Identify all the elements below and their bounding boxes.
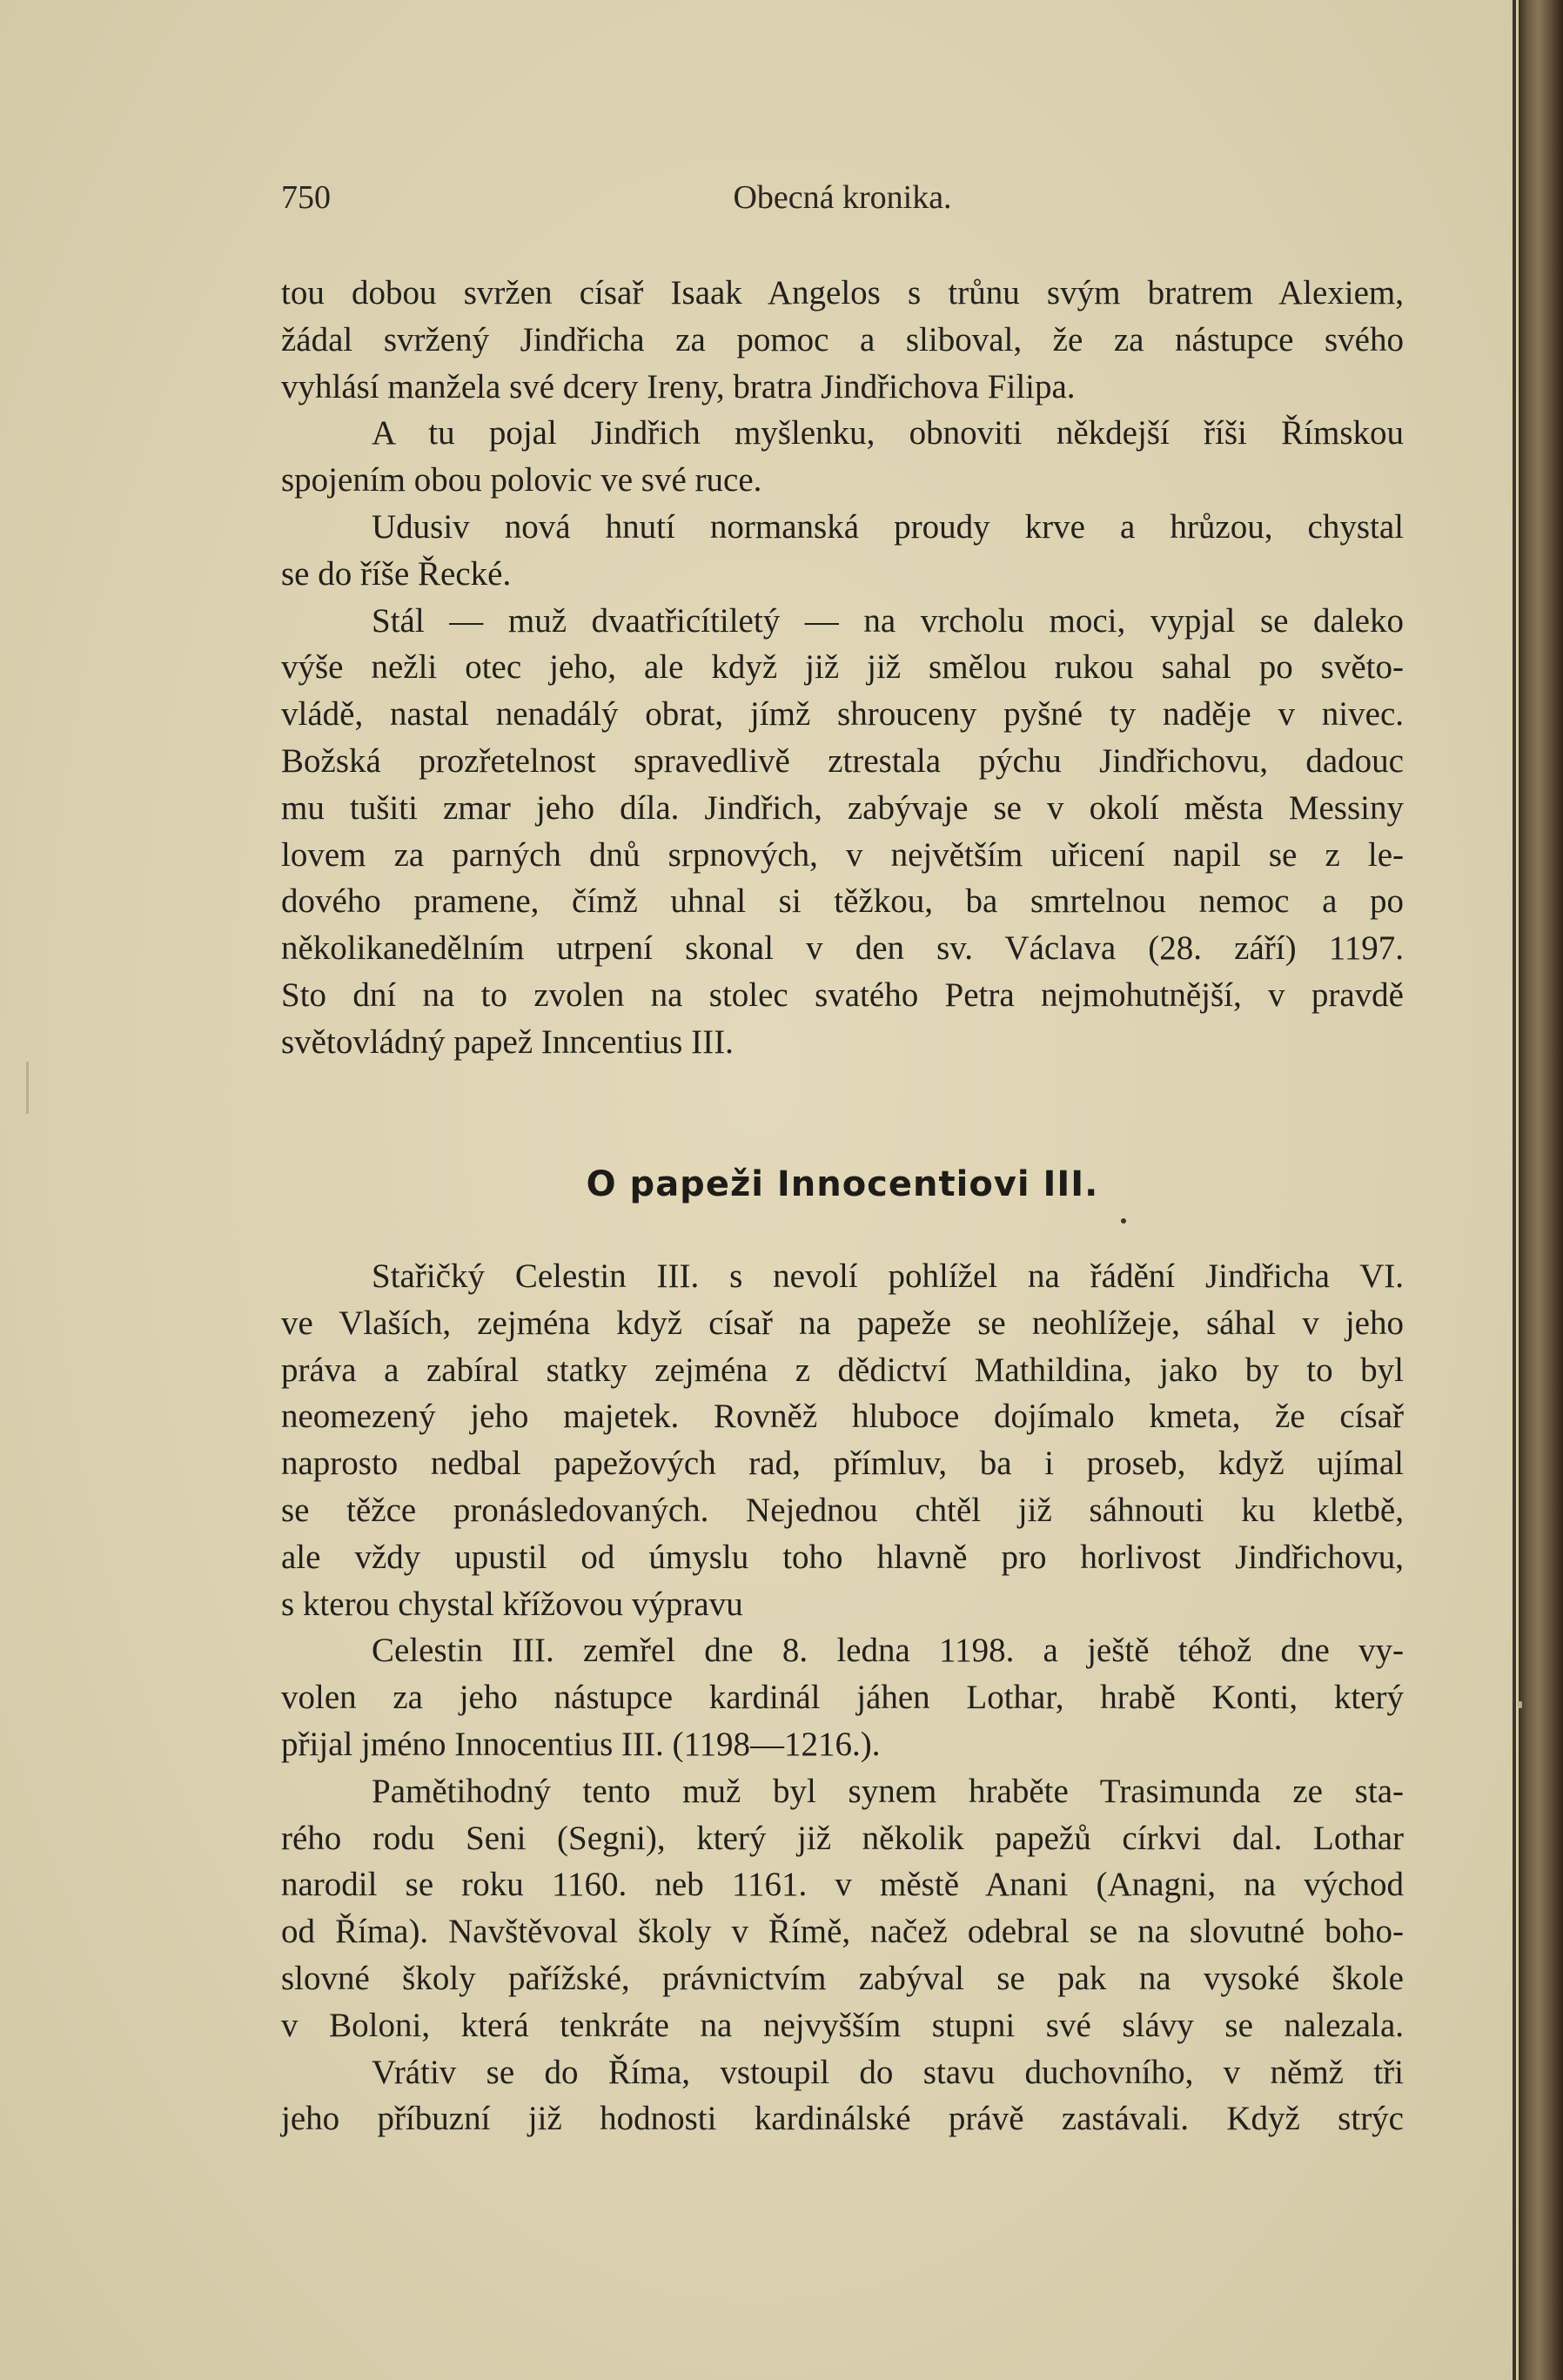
text-line: dového pramene, čímž uhnal si těžkou, ba smrtelnou nemoc a po <box>281 882 1404 921</box>
running-head <box>281 178 1404 222</box>
text-line: přijal jméno Innocentius III. (1198—1216.). <box>281 1725 881 1763</box>
text-line: Celestin III. zemřel dne 8. ledna 1198. a ještě téhož dne vy- <box>372 1632 1404 1670</box>
text-line: práva a zabíral statky zejména z dědictví Mathildina, jako by to byl <box>281 1351 1404 1389</box>
text-line: Udusiv nová hnutí normanská proudy krve a hrůzou, chystal <box>372 507 1404 546</box>
text-line: naprosto nedbal papežových rad, přímluv, ba i proseb, když ujímal <box>281 1445 1404 1483</box>
text-line: v Boloni, která tenkráte na nejvyšším stupni své slávy se nalezala. <box>281 2006 1404 2044</box>
text-line: slovné školy pařížské, právnictvím zabýval se pak na vysoké škole <box>281 1959 1404 1997</box>
text-line: jeho příbuzní již hodnosti kardinálské právě zastávali. Když strýc <box>281 2100 1404 2138</box>
page-speck <box>1518 1701 1522 1708</box>
page-edge-shadow <box>1513 0 1516 2380</box>
text-line: Vrátiv se do Říma, vstoupil do stavu duchovního, v němž tři <box>372 2053 1404 2091</box>
book-spine-edge <box>1519 0 1563 2380</box>
text-line: Pamětihodný tento muž byl synem hraběte Trasimunda ze sta- <box>372 1772 1404 1810</box>
body-text-section-1 <box>281 270 1404 1066</box>
text-line: lovem za parných dnů srpnových, v největším uřicení napil se z le- <box>281 835 1404 874</box>
text-line: narodil se roku 1160. neb 1161. v městě Anani (Anagni, na východ <box>281 1866 1404 1904</box>
text-line: tou dobou svržen císař Isaak Angelos s trůnu svým bratrem Alexiem, <box>281 274 1404 312</box>
text-line: Božská prozřetelnost spravedlivě ztrestala pýchu Jindřichovu, dadouc <box>281 741 1404 780</box>
text-line: ale vždy upustil od úmyslu toho hlavně pro horlivost Jindřichovu, <box>281 1538 1404 1576</box>
heading-dot <box>1121 1218 1126 1224</box>
text-line: několikanedělním utrpení skonal v den sv. Václava (28. září) 1197. <box>281 929 1404 968</box>
running-title: Obecná kronika. <box>733 179 952 216</box>
text-line: Stál — muž dvaatřicítiletý — na vrcholu moci, vypjal se daleko <box>372 601 1404 640</box>
text-line: žádal svržený Jindřicha za pomoc a sliboval, že za nástupce svého <box>281 320 1404 359</box>
margin-mark <box>26 1062 29 1114</box>
text-line: se do říše Řecké. <box>281 554 512 593</box>
text-line: neomezený jeho majetek. Rovněž hluboce dojímalo kmeta, že císař <box>281 1398 1404 1436</box>
text-line: vyhlásí manžela své dcery Ireny, bratra Jindřichova Filipa. <box>281 367 1076 406</box>
text-line: vládě, nastal nenadálý obrat, jímž shrouceny pyšné ty naděje v nivec. <box>281 695 1404 734</box>
text-line: ve Vlaších, zejména když císař na papeže se neohlížeje, sáhal v jeho <box>281 1304 1404 1342</box>
section-heading: O papeži Innocentiovi III. <box>586 1164 1099 1204</box>
body-text-section-2 <box>281 1253 1404 2142</box>
text-line: spojením obou polovic ve své ruce. <box>281 461 762 499</box>
text-line: volen za jeho nástupce kardinál jáhen Lothar, hrabě Konti, který <box>281 1679 1404 1717</box>
text-line: A tu pojal Jindřich myšlenku, obnoviti někdejší říši Římskou <box>372 414 1404 453</box>
text-line: Sto dní na to zvolen na stolec svatého Petra nejmohutnější, v pravdě <box>281 975 1404 1014</box>
text-line: Stařičký Celestin III. s nevolí pohlížel na řádění Jindřicha VI. <box>372 1257 1404 1295</box>
text-line: s kterou chystal křížovou výpravu <box>281 1585 743 1623</box>
text-line: rého rodu Seni (Segni), který již několik papežů církvi dal. Lothar <box>281 1819 1404 1857</box>
text-line: světovládný papež Inncentius III. <box>281 1022 734 1061</box>
text-line: se těžce pronásledovaných. Nejednou chtěl již sáhnouti ku kletbě, <box>281 1491 1404 1529</box>
text-line: od Říma). Navštěvoval školy v Římě, načež odebral se na slovutné boho- <box>281 1913 1404 1951</box>
text-line: výše nežli otec jeho, ale když již již smělou rukou sahal po světo- <box>281 648 1404 687</box>
page-number: 750 <box>281 179 331 216</box>
text-line: mu tušiti zmar jeho díla. Jindřich, zabývaje se v okolí města Messiny <box>281 788 1404 827</box>
